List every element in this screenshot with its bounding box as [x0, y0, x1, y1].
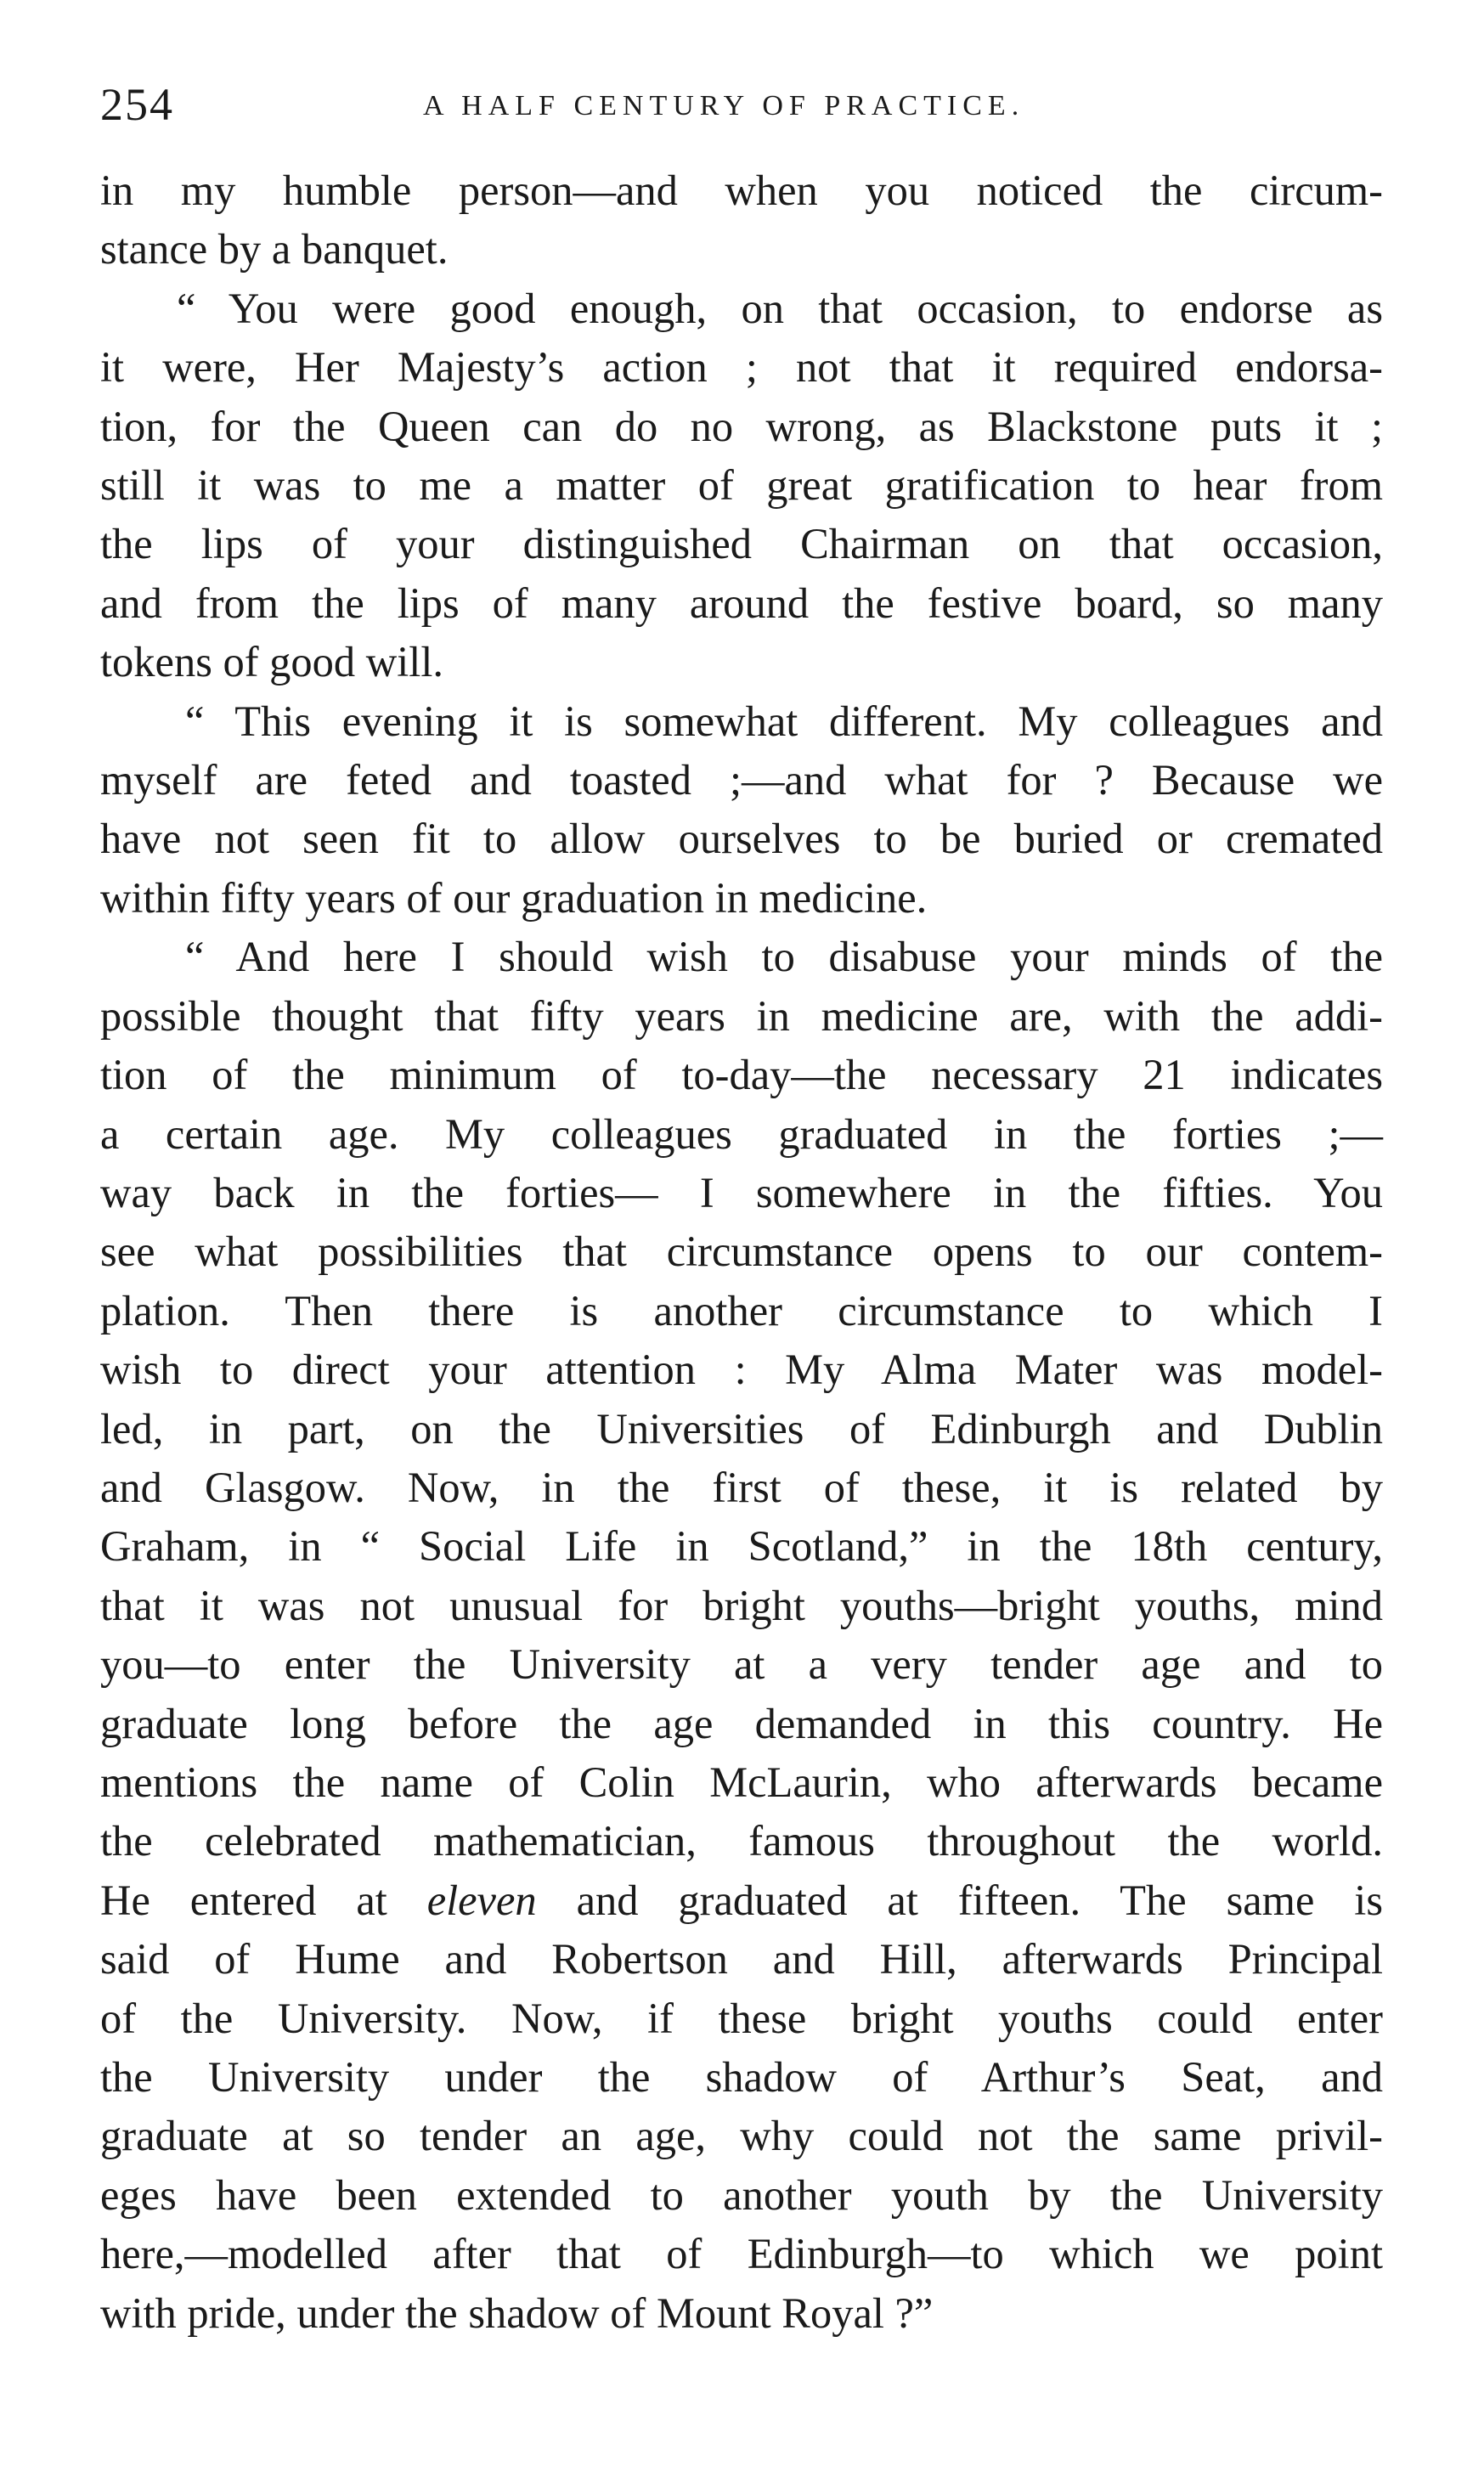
- text-line: still it was to me a matter of great gratification to hear from: [100, 461, 1383, 510]
- italic-word: eleven: [426, 1876, 537, 1924]
- text-line: possible thought that fifty years in medicine are, with the addi-: [100, 991, 1383, 1040]
- text-run: He entered at: [100, 1876, 427, 1924]
- text-line: “ You were good enough, on that occasion, to endorse as: [177, 284, 1383, 332]
- paragraph-3: [100, 692, 1383, 928]
- text-run: and graduated at fifteen. The same is: [536, 1876, 1383, 1924]
- text-line: way back in the forties— I somewhere in the fifties. You: [100, 1168, 1383, 1216]
- text-line: it were, Her Majesty’s action ; not that it required endorsa-: [100, 343, 1383, 392]
- text-line: and from the lips of many around the festive board, so many: [100, 578, 1383, 627]
- running-header: [100, 78, 1400, 138]
- text-line-with-italic: [100, 1871, 1383, 1930]
- text-line: stance by a banquet.: [100, 225, 449, 274]
- running-title: A HALF CENTURY OF PRACTICE.: [423, 90, 1025, 121]
- text-line: that it was not unusual for bright youths—bright youths, mind: [100, 1581, 1383, 1629]
- text-line: tion of the minimum of to-day—the necessary 21 indicates: [100, 1051, 1383, 1099]
- body-text: [100, 161, 1383, 2343]
- text-line: the University under the shadow of Arthur’s Seat, and: [100, 2053, 1383, 2101]
- paragraph-1: [100, 161, 1383, 279]
- text-line: said of Hume and Robertson and Hill, afterwards Principal: [100, 1935, 1383, 1984]
- text-line: plation. Then there is another circumstance to which I: [100, 1286, 1383, 1335]
- text-line: in my humble person—and when you noticed the circum-: [100, 166, 1383, 214]
- paragraph-4: [100, 928, 1383, 2343]
- text-line: see what possibilities that circumstance opens to our contem-: [100, 1227, 1383, 1276]
- text-line: graduate at so tender an age, why could not the same privil-: [100, 2112, 1383, 2160]
- text-line: of the University. Now, if these bright youths could enter: [100, 1994, 1383, 2042]
- text-line: with pride, under the shadow of Mount Royal ?”: [100, 2288, 934, 2337]
- text-line: “ And here I should wish to disabuse your minds of the: [185, 933, 1383, 981]
- text-line: tion, for the Queen can do no wrong, as Blackstone puts it ;: [100, 402, 1383, 450]
- text-line: graduate long before the age demanded in this country. He: [100, 1699, 1383, 1747]
- text-line: within fifty years of our graduation in medicine.: [100, 873, 928, 922]
- text-line: here,—modelled after that of Edinburgh—to which we point: [100, 2230, 1383, 2278]
- text-line: wish to direct your attention : My Alma Mater was model-: [100, 1346, 1383, 1394]
- text-line: myself are feted and toasted ;—and what for ? Because we: [100, 756, 1383, 804]
- text-line: the lips of your distinguished Chairman on that occasion,: [100, 520, 1383, 568]
- text-line: the celebrated mathematician, famous throughout the world.: [100, 1817, 1383, 1865]
- text-line: and Glasgow. Now, in the first of these, it is related by: [100, 1463, 1383, 1511]
- text-line: tokens of good will.: [100, 638, 443, 686]
- page-number: 254: [100, 79, 174, 130]
- text-line: led, in part, on the Universities of Edinburgh and Dublin: [100, 1404, 1383, 1453]
- text-line: mentions the name of Colin McLaurin, who afterwards became: [100, 1758, 1383, 1806]
- text-line: eges have been extended to another youth by the University: [100, 2170, 1383, 2219]
- text-line: “ This evening it is somewhat different. My colleagues and: [185, 697, 1383, 745]
- text-line: Graham, in “ Social Life in Scotland,” in the 18th century,: [100, 1522, 1383, 1571]
- paragraph-2: [100, 279, 1383, 692]
- text-line: have not seen fit to allow ourselves to be buried or cremated: [100, 815, 1383, 863]
- text-line: you—to enter the University at a very tender age and to: [100, 1640, 1383, 1689]
- text-line: a certain age. My colleagues graduated in the forties ;—: [100, 1109, 1383, 1158]
